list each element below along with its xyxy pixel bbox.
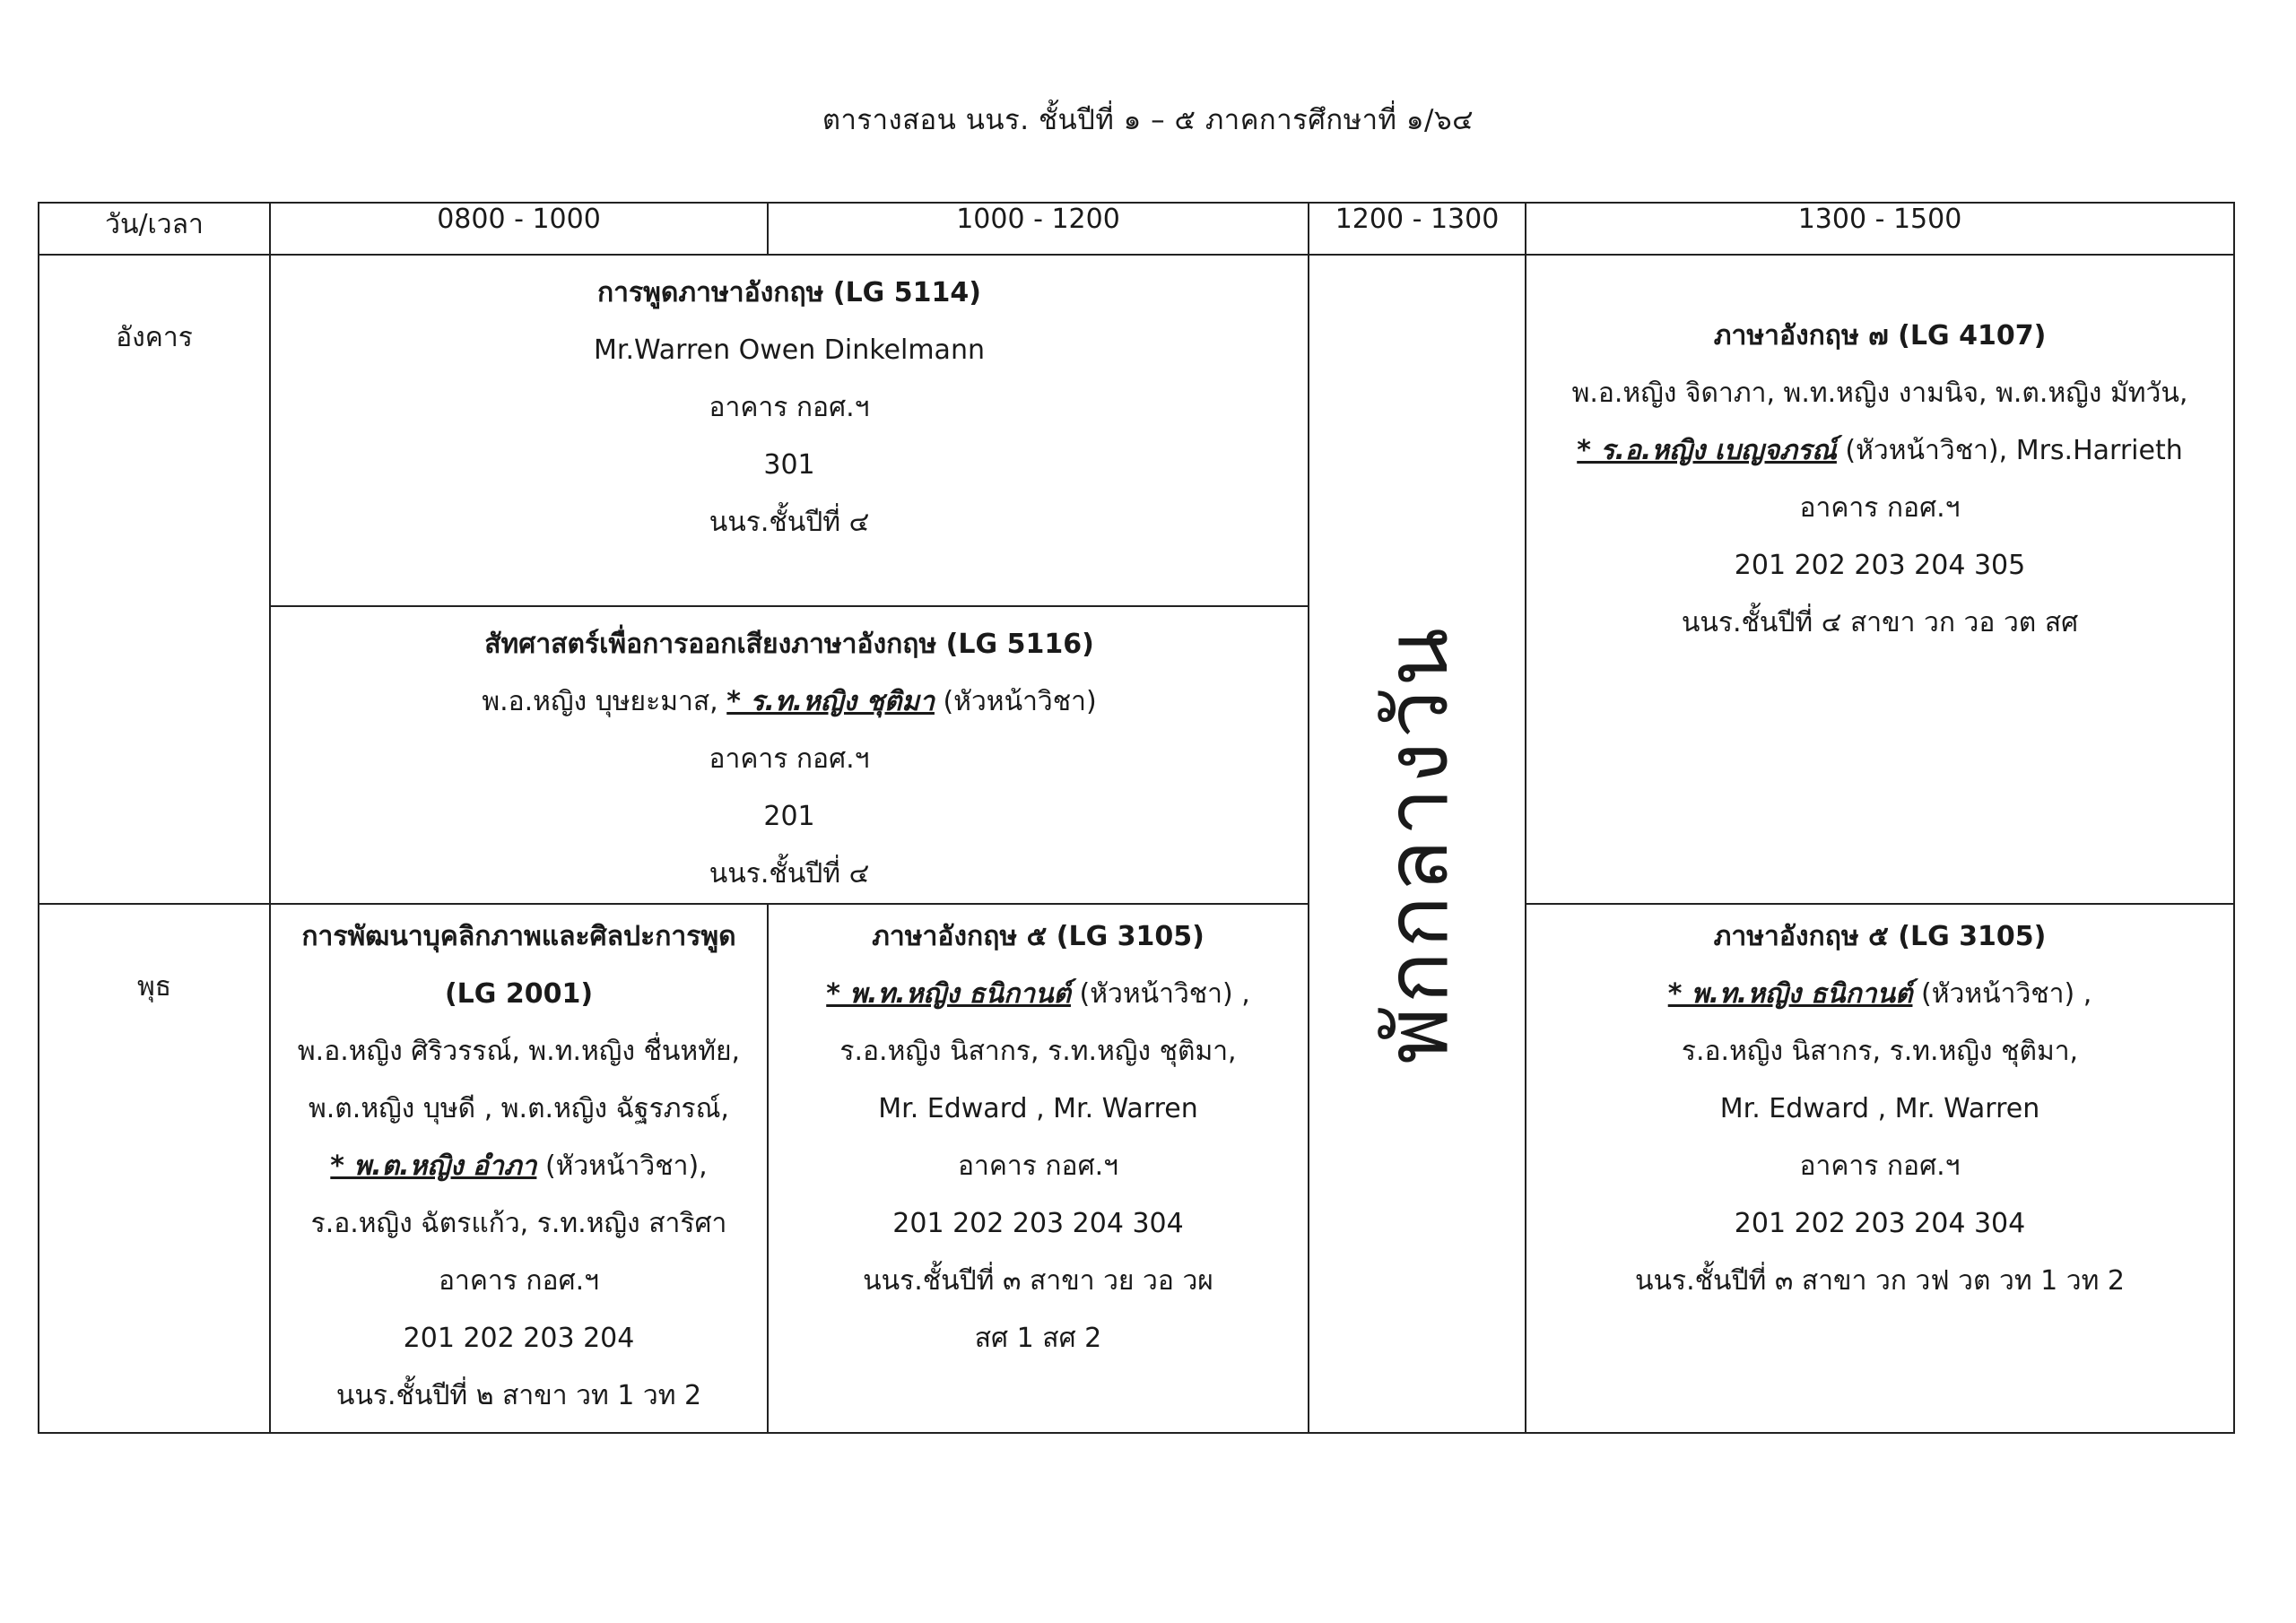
students: นนร.ชั้นปีที่ ๔ สาขา วก วอ วต สศ [1681,607,2079,638]
lunch-label: พักกลางวัน [1367,623,1467,1064]
instructors: Mr. Edward , Mr. Warren [1719,1093,2040,1124]
day-tuesday: อังคาร [39,255,270,904]
instructors: พ.อ.หญิง จิดาภา, พ.ท.หญิง งามนิจ, พ.ต.หญิง มัทวัน, [1571,378,2188,409]
tuesday-morning-course-b [270,606,1309,904]
students: นนร.ชั้นปีที่ ๒ สาขา วท 1 วท 2 [335,1380,702,1411]
students: นนร.ชั้นปีที่ ๔ [709,507,870,538]
header-day-time: วัน/เวลา [39,203,270,255]
instructor-head-line: พ.อ.หญิง บุษยะมาส, * ร.ท.หญิง ชุติมา (หัวหน้าวิชา) [482,686,1097,717]
tuesday-afternoon-course [1526,255,2234,904]
instructor-head-line: * ร.อ.หญิง เบญจภรณ์ (หัวหน้าวิชา), Mrs.Harrieth [1577,435,2183,466]
instructors: ร.อ.หญิง นิสากร, ร.ท.หญิง ชุติมา, [839,1036,1237,1067]
students: นนร.ชั้นปีที่ ๓ สาขา วย วอ วผ [863,1265,1213,1297]
room: 301 [763,449,815,481]
building: อาคาร กอศ.ฯ [709,392,870,423]
tuesday-morning-course-a [270,255,1309,606]
schedule-table [38,202,2235,1434]
course-code: (LG 2001) [444,978,594,1010]
course-title: การพูดภาษาอังกฤษ (LG 5114) [597,277,981,308]
wednesday-slot1-course [270,904,768,1433]
course-title: ภาษาอังกฤษ ๕ (LG 3105) [872,921,1205,952]
header-row [39,203,2234,255]
instructor-head-line: * พ.ท.หญิง ธนิกานต์ (หัวหน้าวิชา) , [826,978,1250,1010]
instructors: พ.อ.หญิง ศิริวรรณ์, พ.ท.หญิง ชื่นหทัย, [297,1036,741,1067]
head-instructor: * พ.ท.หญิง ธนิกานต์ [1667,978,1913,1010]
head-instructor: * ร.อ.หญิง เบญจภรณ์ [1577,435,1837,466]
instructor: Mr.Warren Owen Dinkelmann [594,334,985,366]
course-title: ภาษาอังกฤษ ๗ (LG 4107) [1713,320,2047,352]
header-slot-1200: 1200 - 1300 [1309,203,1526,255]
students: สศ 1 สศ 2 [974,1323,1102,1354]
instructors: พ.ต.หญิง บุษดี , พ.ต.หญิง ฉัฐรภรณ์, [309,1093,729,1124]
rooms: 201 202 203 204 304 [1734,1208,2026,1239]
building: อาคาร กอศ.ฯ [1799,1150,1961,1182]
document-title: ตารางสอน นนร. ชั้นปีที่ ๑ – ๕ ภาคการศึกษาที่ ๑/๖๔ [822,104,1474,136]
building: อาคาร กอศ.ฯ [438,1265,600,1297]
rooms: 201 202 203 204 305 [1734,550,2026,581]
instructors: ร.อ.หญิง ฉัตรแก้ว, ร.ท.หญิง สาริศา [310,1208,727,1239]
rooms: 201 202 203 204 [403,1323,635,1354]
room: 201 [763,801,815,832]
day-wednesday: พุธ [39,904,270,1433]
header-slot-1000: 1000 - 1200 [768,203,1309,255]
course-title: ภาษาอังกฤษ ๕ (LG 3105) [1713,921,2047,952]
instructor-head-line: * พ.ต.หญิง อำภา (หัวหน้าวิชา), [330,1150,708,1182]
building: อาคาร กอศ.ฯ [1799,492,1961,524]
course-title: การพัฒนาบุคลิกภาพและศิลปะการพูด [301,921,736,952]
students: นนร.ชั้นปีที่ ๓ สาขา วก วฟ วต วท 1 วท 2 [1634,1265,2126,1297]
students: นนร.ชั้นปีที่ ๔ [709,858,870,890]
head-instructor: * ร.ท.หญิง ชุติมา [726,686,935,717]
course-title: สัทศาสตร์เพื่อการออกเสียงภาษาอังกฤษ (LG 5116) [484,629,1094,660]
wednesday-slot2-course [768,904,1309,1433]
head-instructor: * พ.ต.หญิง อำภา [330,1150,537,1182]
wednesday-row [39,904,2234,1433]
rooms: 201 202 203 204 304 [892,1208,1184,1239]
wednesday-afternoon-course [1526,904,2234,1433]
instructor-head-line: * พ.ท.หญิง ธนิกานต์ (หัวหน้าวิชา) , [1667,978,2092,1010]
lunch-break [1309,255,1526,1433]
header-slot-1300: 1300 - 1500 [1526,203,2234,255]
head-instructor: * พ.ท.หญิง ธนิกานต์ [826,978,1071,1010]
tuesday-row-a [39,255,2234,606]
instructors: Mr. Edward , Mr. Warren [878,1093,1198,1124]
instructors: ร.อ.หญิง นิสากร, ร.ท.หญิง ชุติมา, [1681,1036,2079,1067]
building: อาคาร กอศ.ฯ [957,1150,1119,1182]
building: อาคาร กอศ.ฯ [709,743,870,775]
header-slot-0800: 0800 - 1000 [270,203,768,255]
